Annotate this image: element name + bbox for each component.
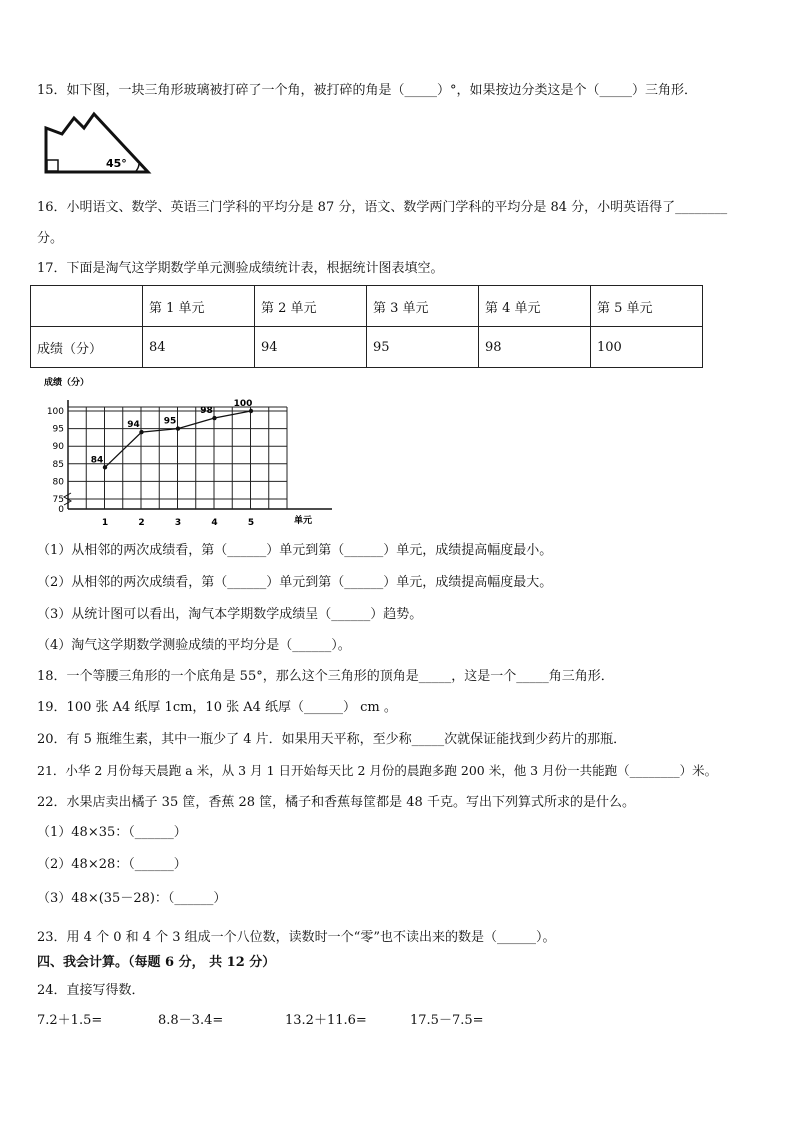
angle-label: 45° [106, 157, 127, 170]
question-17-3: （3）从统计图可以看出，淘气本学期数学成绩呈（______）趋势。 [37, 607, 423, 622]
calc-item: 13.2＋11.6= [285, 1013, 367, 1028]
question-24: 24．直接写得数． [37, 983, 145, 998]
x-tick-label: 1 [101, 518, 109, 528]
data-point [176, 426, 180, 430]
question-23: 23．用 4 个 0 和 4 个 3 组成一个八位数，读数时一个“零”也不读出来的数是（______）。 [37, 930, 556, 945]
question-20: 20．有 5 瓶维生素，其中一瓶少了 4 片．如果用天平称，至少称_____次就保证能找到少药片的那瓶． [37, 732, 627, 747]
question-17-2: （2）从相邻的两次成绩看，第（______）单元到第（______）单元，成绩提高幅度最大。 [37, 575, 553, 590]
question-22-2: （2）48×28：（______） [37, 857, 187, 872]
y-tick-label: 75 [52, 495, 64, 505]
x-tick-label: 3 [174, 518, 182, 528]
data-label: 95 [163, 416, 177, 427]
score-table [30, 285, 703, 368]
y-tick-label: 95 [52, 424, 64, 435]
score-line-chart [32, 373, 342, 533]
row-label: 成绩（分） [31, 327, 143, 368]
x-tick-label: 4 [211, 518, 218, 528]
y-axis-label: 成绩（分） [44, 378, 90, 388]
table-cell [31, 286, 143, 327]
table-cell: 第 4 单元 [479, 286, 591, 327]
question-15: 15．如下图，一块三角形玻璃被打碎了一个角，被打碎的角是（_____）°，如果按边分类这是个（_____）三角形． [37, 83, 698, 98]
calc-item: 17.5－7.5= [410, 1013, 484, 1028]
question-22: 22．水果店卖出橘子 35 筐，香蕉 28 筐，橘子和香蕉每筐都是 48 千克。写出下列算式所求的是什么。 [37, 795, 635, 810]
question-17-4: （4）淘气这学期数学测验成绩的平均分是（______）。 [37, 638, 351, 653]
table-cell: 94 [255, 327, 367, 368]
table-cell: 95 [367, 327, 479, 368]
question-17: 17．下面是淘气这学期数学单元测验成绩统计表，根据统计图表填空。 [37, 261, 444, 276]
data-label: 98 [200, 406, 213, 417]
table-header-row [31, 286, 703, 327]
table-cell: 84 [143, 327, 255, 368]
calc-item: 8.8－3.4= [158, 1013, 224, 1028]
table-cell: 第 3 单元 [367, 286, 479, 327]
table-cell: 第 1 单元 [143, 286, 255, 327]
question-16-line1: 16．小明语文、数学、英语三门学科的平均分是 87 分，语文、数学两门学科的平均分是 84 分，小明英语得了________ [37, 200, 728, 215]
table-cell: 100 [591, 327, 703, 368]
data-label: 94 [127, 420, 140, 431]
x-tick-label: 2 [138, 518, 145, 528]
y-tick-label: 85 [52, 459, 64, 470]
calc-item: 7.2＋1.5= [37, 1013, 103, 1028]
data-label: 100 [233, 399, 253, 409]
data-point [139, 430, 143, 434]
question-17-1: （1）从相邻的两次成绩看，第（______）单元到第（______）单元，成绩提高幅度最小。 [37, 543, 553, 558]
y-tick-label: 80 [52, 477, 64, 488]
table-cell: 第 5 单元 [591, 286, 703, 327]
question-18: 18．一个等腰三角形的一个底角是 55°，那么这个三角形的顶角是_____，这是一个_____角三角形． [37, 669, 614, 684]
question-16-line2: 分。 [37, 231, 64, 246]
y-tick-label: 0 [58, 505, 64, 515]
broken-triangle-figure [40, 110, 152, 176]
data-point [212, 416, 216, 420]
question-21: 21．小华 2 月份每天晨跑 a 米，从 3 月 1 日开始每天比 2 月份的晨跑多跑 200 米，他 3 月份一共能跑（________）米。 [37, 763, 718, 778]
table-cell: 第 2 单元 [255, 286, 367, 327]
x-tick-label: 5 [247, 518, 255, 528]
table-cell: 98 [479, 327, 591, 368]
y-tick-label: 100 [46, 407, 64, 417]
section-4-heading: 四、我会计算。（每题 6 分， 共 12 分） [37, 955, 276, 970]
question-19: 19．100 张 A4 纸厚 1cm，10 张 A4 纸厚（______） cm 。 [37, 700, 397, 715]
data-point [249, 409, 253, 413]
y-tick-label: 90 [52, 442, 64, 453]
question-22-3: （3）48×(35－28)：（______） [37, 891, 227, 906]
table-row [31, 327, 703, 368]
x-axis-label: 单元 [294, 516, 313, 526]
data-point [103, 465, 107, 469]
question-22-1: （1）48×35：（______） [37, 825, 187, 840]
data-label: 84 [90, 455, 104, 466]
